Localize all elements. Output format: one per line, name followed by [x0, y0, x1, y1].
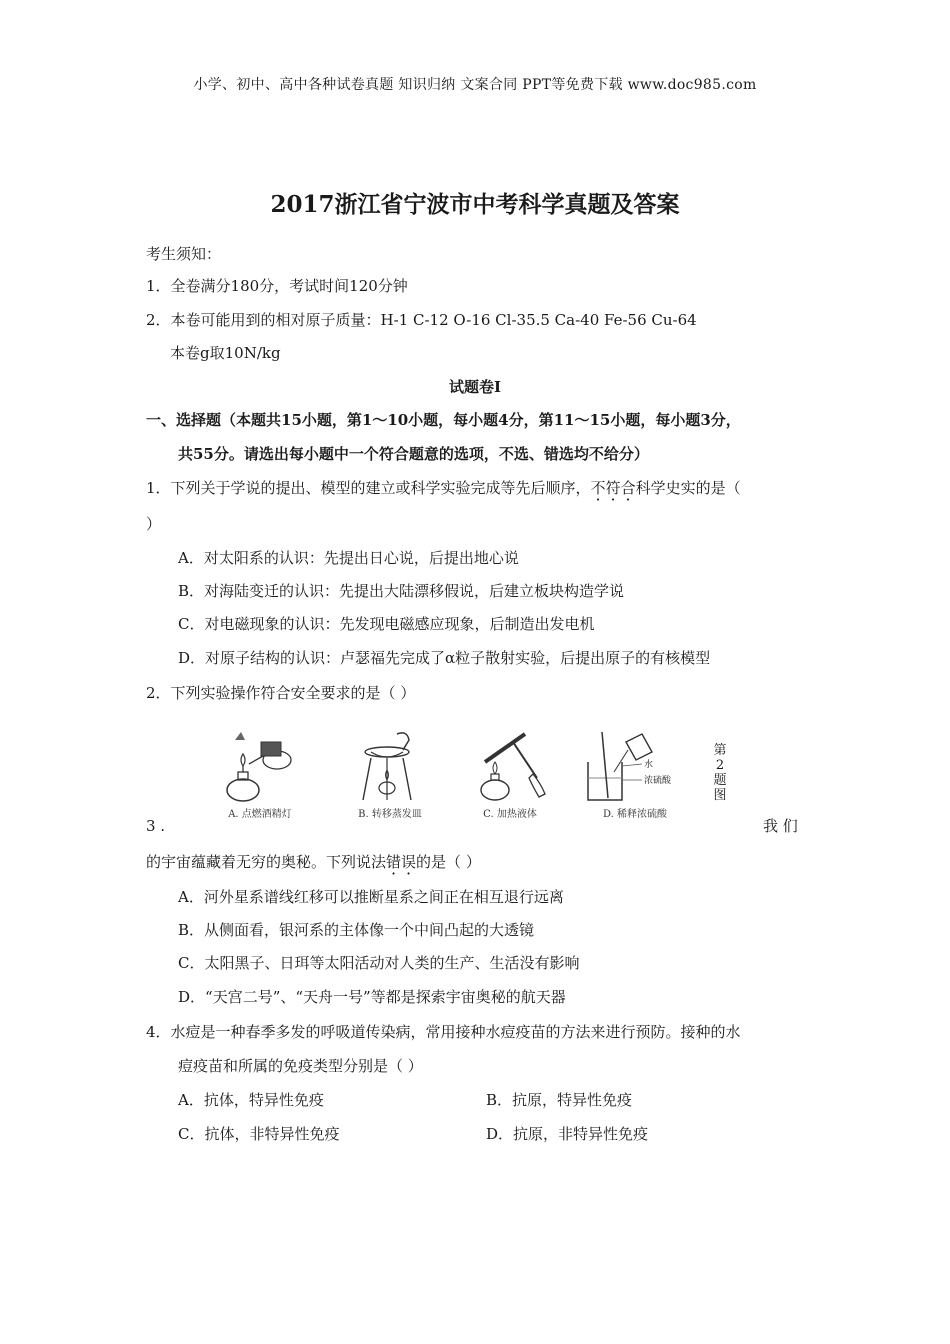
side-char: 第 — [713, 743, 727, 758]
figure-side-label — [713, 743, 727, 803]
figure-evaporating-dish — [335, 728, 445, 820]
q3-stem-post: 的是（ ） — [416, 853, 481, 871]
q1-stem-post: 科学史实的是（ — [635, 479, 741, 497]
q1-stem-pre: 1．下列关于学说的提出、模型的建立或科学实验完成等先后顺序， — [146, 479, 591, 497]
q2-stem: 2．下列实验操作符合安全要求的是（ ） — [146, 684, 416, 702]
q3-number: 3 . — [146, 817, 166, 835]
alcohol-lamp-icon — [205, 728, 315, 806]
section-title: 试题卷Ⅰ — [448, 378, 502, 396]
q3-option-a: A．河外星系谱线红移可以推断星系之间正在相互退行远离 — [178, 888, 564, 906]
notice-item: 2．本卷可能用到的相对原子质量：H-1 C-12 O-16 Cl-35.5 Ca-40 Fe-56 Cu-64 — [146, 311, 697, 329]
q1-option-b: B．对海陆变迁的认识：先提出大陆漂移假说，后建立板块构造学说 — [178, 582, 625, 600]
side-char: 题 — [713, 773, 727, 788]
side-char: 2 — [715, 758, 725, 773]
q4-stem-cont: 痘疫苗和所属的免疫类型分别是（ ） — [178, 1057, 423, 1075]
q3-stem — [146, 852, 481, 872]
q3-tail: 我 们 — [763, 817, 798, 835]
test-tube-icon — [455, 728, 565, 806]
section-intro: 共55分。请选出每小题中一个符合题意的选项，不选、错选均不给分） — [178, 445, 649, 463]
q4-option-b: B．抗原，特异性免疫 — [486, 1091, 633, 1109]
figure-label-acid: 浓硫酸 — [644, 776, 672, 786]
figure-label-water: 水 — [644, 760, 654, 770]
q3-option-d: D．“天宫二号”、“天舟一号”等都是探索宇宙奥秘的航天器 — [178, 988, 566, 1006]
notice-heading: 考生须知： — [146, 245, 222, 263]
q2-figure — [205, 728, 725, 820]
q1-stem-end: ） — [146, 515, 162, 533]
page-header: 小学、初中、高中各种试卷真题 知识归纳 文案合同 PPT等免费下载 www.doc985.com — [193, 77, 757, 93]
q3-option-c: C．太阳黑子、日珥等太阳活动对人类的生产、生活没有影响 — [178, 954, 580, 972]
q4-stem: 4．水痘是一种春季多发的呼吸道传染病，常用接种水痘疫苗的方法来进行预防。接种的水 — [146, 1023, 741, 1041]
emphasis-char: 不 — [590, 479, 606, 497]
figure-diluting-acid — [580, 728, 690, 820]
notice-g-note: 本卷g取10N/kg — [170, 344, 281, 362]
q3-stem-pre: 的宇宙蕴藏着无穷的奥秘。下列说法 — [146, 853, 387, 871]
emphasis-char: 错 — [386, 853, 402, 871]
emphasis-char: 符 — [605, 479, 621, 497]
section-intro: 一、选择题（本题共15小题，第1～10小题，每小题4分，第11～15小题，每小题3分， — [146, 411, 741, 429]
figure-caption: C. 加热液体 — [483, 809, 537, 820]
side-char: 图 — [713, 788, 727, 803]
q4-option-c: C．抗体，非特异性免疫 — [178, 1125, 340, 1143]
q1-stem — [146, 478, 741, 498]
figure-caption: D. 稀释浓硫酸 — [602, 809, 668, 820]
page-title: 2017浙江省宁波市中考科学真题及答案 — [270, 191, 680, 218]
emphasis-char: 合 — [620, 479, 636, 497]
evaporating-dish-icon — [335, 728, 445, 806]
q1-option-d: D．对原子结构的认识：卢瑟福先完成了α粒子散射实验，后提出原子的有核模型 — [178, 649, 711, 667]
q4-option-a: A．抗体，特异性免疫 — [178, 1091, 324, 1109]
figure-caption: B. 转移蒸发皿 — [358, 809, 422, 820]
figure-caption: A. 点燃酒精灯 — [228, 809, 292, 820]
figure-lighting-lamp — [205, 728, 315, 820]
beaker-icon — [580, 728, 690, 806]
q1-option-c: C．对电磁现象的认识：先发现电磁感应现象，后制造出发电机 — [178, 615, 595, 633]
q4-option-d: D．抗原，非特异性免疫 — [486, 1125, 649, 1143]
q1-option-a: A．对太阳系的认识：先提出日心说，后提出地心说 — [178, 549, 519, 567]
figure-heating-liquid — [455, 728, 565, 820]
notice-item: 1．全卷满分180分，考试时间120分钟 — [146, 277, 408, 295]
q3-option-b: B．从侧面看，银河系的主体像一个中间凸起的大透镜 — [178, 921, 535, 939]
emphasis-char: 误 — [401, 853, 417, 871]
